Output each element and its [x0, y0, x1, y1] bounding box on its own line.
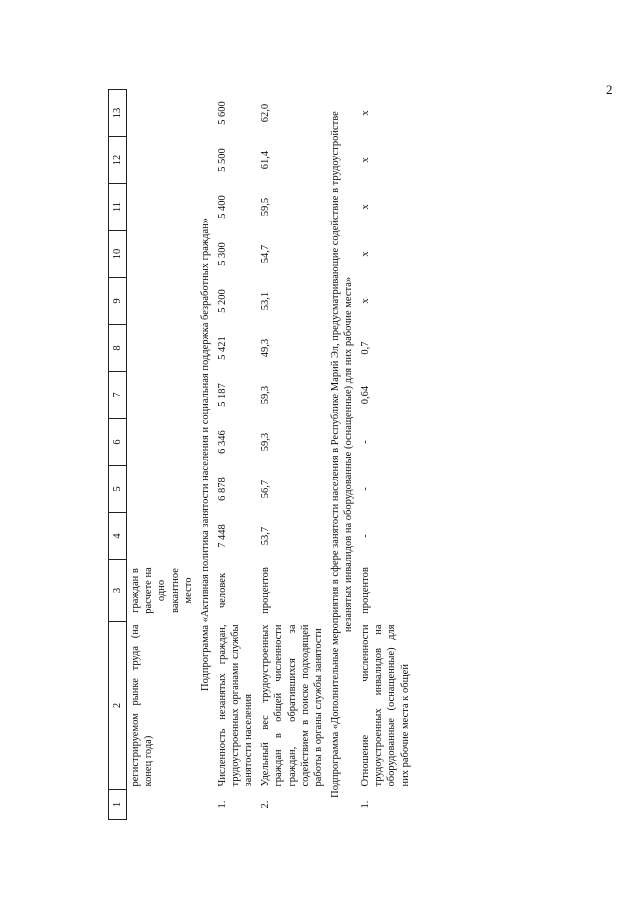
- subprogram-title: Подпрограмма «Активная политика занятости населения и социальная поддержка безработных граждан»: [199, 218, 211, 692]
- indicator-name: Численность незанятых граждан, трудоустроенных органами службы занятости населения: [216, 624, 255, 787]
- value-cell: 61,4: [260, 150, 272, 170]
- col-header: 10: [109, 231, 127, 278]
- indicators-table: [108, 89, 414, 820]
- col-header: 5: [109, 466, 127, 513]
- unit-cell: процентов: [360, 567, 372, 614]
- value-cell: 5 187: [216, 383, 228, 407]
- value-cell: 56,7: [260, 479, 272, 499]
- value-cell: -: [360, 534, 372, 538]
- col-header: 13: [109, 90, 127, 137]
- row-number: 1.: [360, 800, 372, 809]
- value-cell: 62,0: [260, 103, 272, 123]
- value-cell: 0,7: [360, 341, 372, 355]
- value-cell: 54,7: [260, 244, 272, 264]
- page-number: 2: [606, 82, 613, 97]
- value-cell: 59,3: [260, 385, 272, 405]
- col-header: 3: [109, 560, 127, 622]
- value-cell: 7 448: [216, 524, 228, 548]
- col-header: 12: [109, 137, 127, 184]
- unit-cell: человек: [216, 572, 228, 609]
- value-cell: 5 200: [216, 289, 228, 313]
- column-numbers-row: [109, 90, 127, 820]
- value-cell: 53,1: [260, 291, 272, 311]
- indicator-name: регистрируемом рынке труда (на конец года): [130, 624, 155, 787]
- rotated-table-sheet: [108, 90, 640, 820]
- value-cell: 59,3: [260, 432, 272, 452]
- value-cell: 0,64: [360, 385, 372, 405]
- indicator-name: Отношение численности трудоустроенных инвалидов на оборудованные (оснащенные) для них рабочие места к общей: [360, 624, 411, 787]
- value-cell: 6 346: [216, 430, 228, 454]
- subprogram-heading-row: [327, 90, 357, 820]
- col-header: 2: [109, 622, 127, 790]
- col-header: 6: [109, 419, 127, 466]
- indicator-name: Удельный вес трудоустроенных граждан в общей численности граждан, обратившихся за содействием в поиске подходящей работы в органы службы занятости: [260, 624, 324, 787]
- value-cell: x: [360, 110, 372, 116]
- value-cell: -: [360, 487, 372, 491]
- unit-cell: граждан в расчете на одно вакантное место: [130, 567, 194, 614]
- col-header: 4: [109, 513, 127, 560]
- col-header: 1: [109, 790, 127, 820]
- unit-cell: процентов: [260, 567, 272, 614]
- value-cell: 5 500: [216, 148, 228, 172]
- value-cell: 59,5: [260, 197, 272, 217]
- value-cell: 5 421: [216, 336, 228, 360]
- row-number: 1.: [216, 800, 228, 809]
- value-cell: 53,7: [260, 526, 272, 546]
- value-cell: 5 300: [216, 242, 228, 266]
- subprogram-title: Подпрограмма «Дополнительные мероприятия в сфере занятости населения в Республике Марий Эл, предусматривающие содействие в трудоустройстве незанятых инвалидов на оборудованные (оснащенные) для них рабочие места»: [329, 111, 354, 798]
- value-cell: x: [360, 204, 372, 210]
- table-row: [127, 90, 197, 820]
- value-cell: 5 600: [216, 101, 228, 125]
- table-row: [214, 90, 257, 820]
- value-cell: -: [360, 440, 372, 444]
- row-number: 2.: [260, 800, 272, 809]
- value-cell: 49,3: [260, 338, 272, 358]
- value-cell: 5 400: [216, 195, 228, 219]
- col-header: 9: [109, 278, 127, 325]
- value-cell: 6 878: [216, 477, 228, 501]
- table-row: [257, 90, 327, 820]
- col-header: 11: [109, 184, 127, 231]
- col-header: 8: [109, 325, 127, 372]
- col-header: 7: [109, 372, 127, 419]
- value-cell: x: [360, 251, 372, 257]
- value-cell: x: [360, 298, 372, 304]
- value-cell: x: [360, 157, 372, 163]
- subprogram-heading-row: [197, 90, 214, 820]
- table-row: [357, 90, 414, 820]
